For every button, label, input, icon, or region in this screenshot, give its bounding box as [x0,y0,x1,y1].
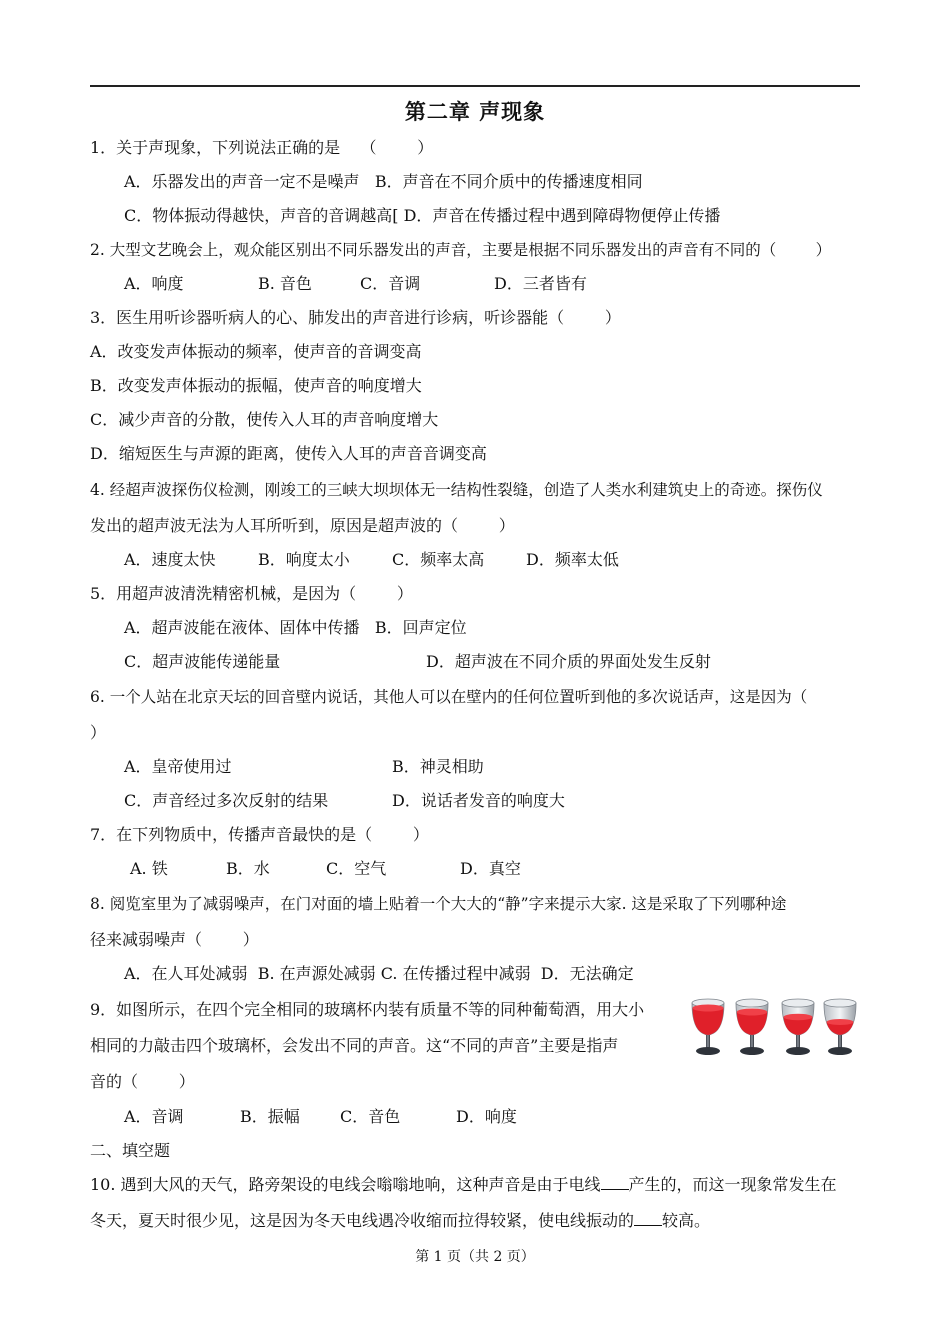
q6-stem-line2: ） [90,723,107,742]
q7-option-d: D．真空 [460,859,521,878]
q8-stem-line1: 8. 阅览室里为了减弱噪声，在门对面的墙上贴着一个大大的“静”字来提示大家. 这是采取了下列哪种途 [90,895,787,913]
q8-options: A．在人耳处减弱 B. 在声源处减弱 C. 在传播过程中减弱 D．无法确定 [124,964,634,983]
q6-option-c: C．声音经过多次反射的结果 [124,791,329,810]
q5-option-c: C．超声波能传递能量 [124,652,281,671]
page-footer: 第 1 页（共 2 页） [415,1249,535,1265]
q1-options-cd: C．物体振动得越快，声音的音调越高[ D．声音在传播过程中遇到障碍物便停止传播 [124,206,721,225]
wine-glass-2 [736,999,768,1055]
q8-stem-line2: 径来减弱噪声（ ） [90,930,259,949]
q2-option-c: C．音调 [360,274,421,293]
q7-option-c: C．空气 [326,859,387,878]
q6-option-a: A．皇帝使用过 [124,757,232,776]
q4-stem-line2: 发出的超声波无法为人耳所听到，原因是超声波的（ ） [90,516,515,535]
q2-option-d: D．三者皆有 [494,274,587,293]
q9-stem-line2: 相同的力敲击四个玻璃杯，会发出不同的声音。这“不同的声音”主要是指声 [90,1036,619,1055]
page-title: 第二章 声现象 [404,99,546,124]
q10-line1 [90,1174,837,1196]
q4-stem-line1: 4. 经超声波探伤仪检测，刚竣工的三峡大坝坝体无一结构性裂缝，创造了人类水利建筑史上的奇迹。探伤仪 [90,481,823,499]
header-rule [90,85,860,87]
q5-option-d: D．超声波在不同介质的界面处发生反射 [426,652,711,671]
q7-option-b: B．水 [226,859,270,878]
q10-line2 [90,1210,710,1232]
q9-option-b: B．振幅 [240,1107,300,1126]
q10-line2-part2: 较高。 [662,1211,711,1230]
q3-option-b: B．改变发声体振动的振幅，使声音的响度增大 [90,376,422,395]
q3-stem: 3．医生用听诊器听病人的心、肺发出的声音进行诊病，听诊器能（ ） [90,308,621,327]
q10-blank-2[interactable] [634,1211,662,1226]
q2-option-b: B. 音色 [258,274,312,293]
q3-option-a: A．改变发声体振动的频率，使声音的音调变高 [90,342,422,361]
section-heading-fill-in: 二、填空题 [90,1141,171,1160]
wine-glass-1 [692,999,724,1055]
q9-option-a: A．音调 [124,1107,184,1126]
q5-options-ab: A．超声波能在液体、固体中传播 B．回声定位 [124,618,467,637]
q6-stem-line1: 6. 一个人站在北京天坛的回音壁内说话，其他人可以在壁内的任何位置听到他的多次说话声，这是因为（ [90,688,808,706]
q10-line1-part1: 10. 遇到大风的天气，路旁架设的电线会嗡嗡地响，这种声音是由于电线 [90,1175,601,1194]
q1-stem: 1．关于声现象，下列说法正确的是 （ ） [90,138,434,157]
q10-line1-part2: 产生的，而这一现象常发生在 [628,1175,837,1194]
q9-stem-line1: 9．如图所示，在四个完全相同的玻璃杯内装有质量不等的同种葡萄酒，用大小 [90,1000,645,1019]
q9-option-c: C．音色 [340,1107,401,1126]
wine-glass-3 [782,999,814,1055]
q1-options-ab: A．乐器发出的声音一定不是噪声 B．声音在不同介质中的传播速度相同 [124,172,643,191]
q4-option-d: D．频率太低 [526,550,619,569]
q7-option-a: A. 铁 [130,859,168,878]
q5-stem: 5．用超声波清洗精密机械，是因为（ ） [90,584,413,603]
q3-option-d: D．缩短医生与声源的距离，使传入人耳的声音音调变高 [90,444,487,463]
q3-option-c: C．减少声音的分散，使传入人耳的声音响度增大 [90,410,439,429]
wine-glasses-figure [688,995,860,1057]
q10-blank-1[interactable] [601,1175,629,1190]
q4-option-c: C．频率太高 [392,550,485,569]
q4-option-b: B．响度太小 [258,550,350,569]
q4-option-a: A．速度太快 [124,550,216,569]
q9-option-d: D．响度 [456,1107,517,1126]
q7-stem: 7．在下列物质中，传播声音最快的是（ ） [90,825,429,844]
q6-option-d: D．说话者发音的响度大 [392,791,565,810]
q2-option-a: A．响度 [124,274,184,293]
q9-stem-line3: 音的（ ） [90,1072,195,1091]
q10-line2-part1: 冬天，夏天时很少见，这是因为冬天电线遇冷收缩而拉得较紧，使电线振动的 [90,1211,635,1230]
q2-stem: 2. 大型文艺晚会上，观众能区别出不同乐器发出的声音，主要是根据不同乐器发出的声音有不同的（ ） [90,241,832,259]
wine-glass-4 [824,999,856,1055]
wine-fill-1 [693,1008,724,1035]
q6-option-b: B．神灵相助 [392,757,484,776]
